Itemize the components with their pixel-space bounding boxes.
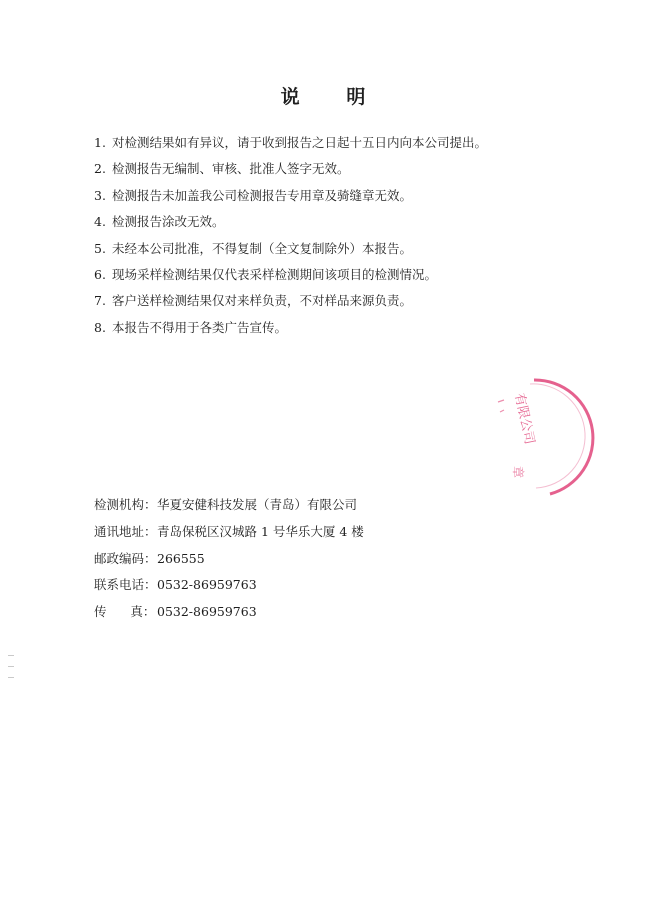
item-number: 4.	[94, 214, 106, 230]
binding-mark	[8, 655, 14, 656]
info-row-phone	[94, 576, 364, 603]
org-value: 华夏安健科技发展（青岛）有限公司	[157, 497, 358, 512]
item-number: 3.	[94, 187, 106, 203]
item-text: 检测报告无编制、审核、批准人签字无效。	[112, 161, 350, 177]
address-value: 青岛保税区汉城路 1 号华乐大厦 4 楼	[157, 523, 364, 539]
binding-marks	[8, 655, 14, 688]
binding-mark	[8, 677, 14, 678]
item-number: 7.	[94, 293, 106, 309]
info-row-zip	[94, 550, 364, 577]
item-number: 2.	[94, 161, 106, 177]
org-label: 检测机构：	[94, 497, 157, 512]
item-text: 检测报告涂改无效。	[112, 214, 225, 230]
phone-value: 0532-86959763	[157, 577, 257, 593]
list-item	[94, 266, 487, 292]
svg-text:有限公司: 有限公司	[511, 391, 537, 446]
item-number: 1.	[94, 135, 106, 150]
zip-label: 邮政编码：	[94, 550, 157, 566]
info-row-org	[94, 496, 364, 523]
item-text: 现场采样检测结果仅代表采样检测期间该项目的检测情况。	[112, 266, 438, 282]
item-text: 检测报告未加盖我公司检测报告专用章及骑缝章无效。	[112, 187, 413, 203]
list-item	[94, 134, 487, 160]
item-number: 8.	[94, 319, 106, 335]
svg-text:章: 章	[511, 466, 525, 479]
info-row-address	[94, 523, 364, 550]
contact-info	[94, 496, 364, 630]
binding-mark	[8, 666, 14, 667]
page-title: 说 明	[280, 86, 367, 108]
list-item	[94, 213, 487, 239]
phone-label: 联系电话：	[94, 577, 157, 593]
item-text: 客户送样检测结果仅对来样负责，不对样品来源负责。	[112, 293, 413, 309]
seal-icon	[490, 378, 647, 498]
list-item	[94, 160, 487, 186]
item-number: 5.	[94, 240, 106, 256]
item-text: 对检测结果如有异议，请于收到报告之日起十五日内向本公司提出。	[112, 135, 488, 150]
notes-list	[94, 134, 487, 345]
fax-value: 0532-86959763	[157, 604, 257, 620]
list-item	[94, 292, 487, 318]
item-text: 本报告不得用于各类广告宣传。	[112, 319, 288, 335]
item-text: 未经本公司批准，不得复制（全文复制除外）本报告。	[112, 240, 413, 256]
list-item	[94, 240, 487, 266]
zip-value: 266555	[157, 550, 205, 566]
info-row-fax	[94, 603, 364, 630]
list-item	[94, 319, 487, 345]
company-seal-stamp	[490, 378, 647, 498]
address-label: 通讯地址：	[94, 523, 157, 539]
item-number: 6.	[94, 266, 106, 282]
list-item	[94, 187, 487, 213]
fax-label: 传 真：	[94, 604, 156, 620]
